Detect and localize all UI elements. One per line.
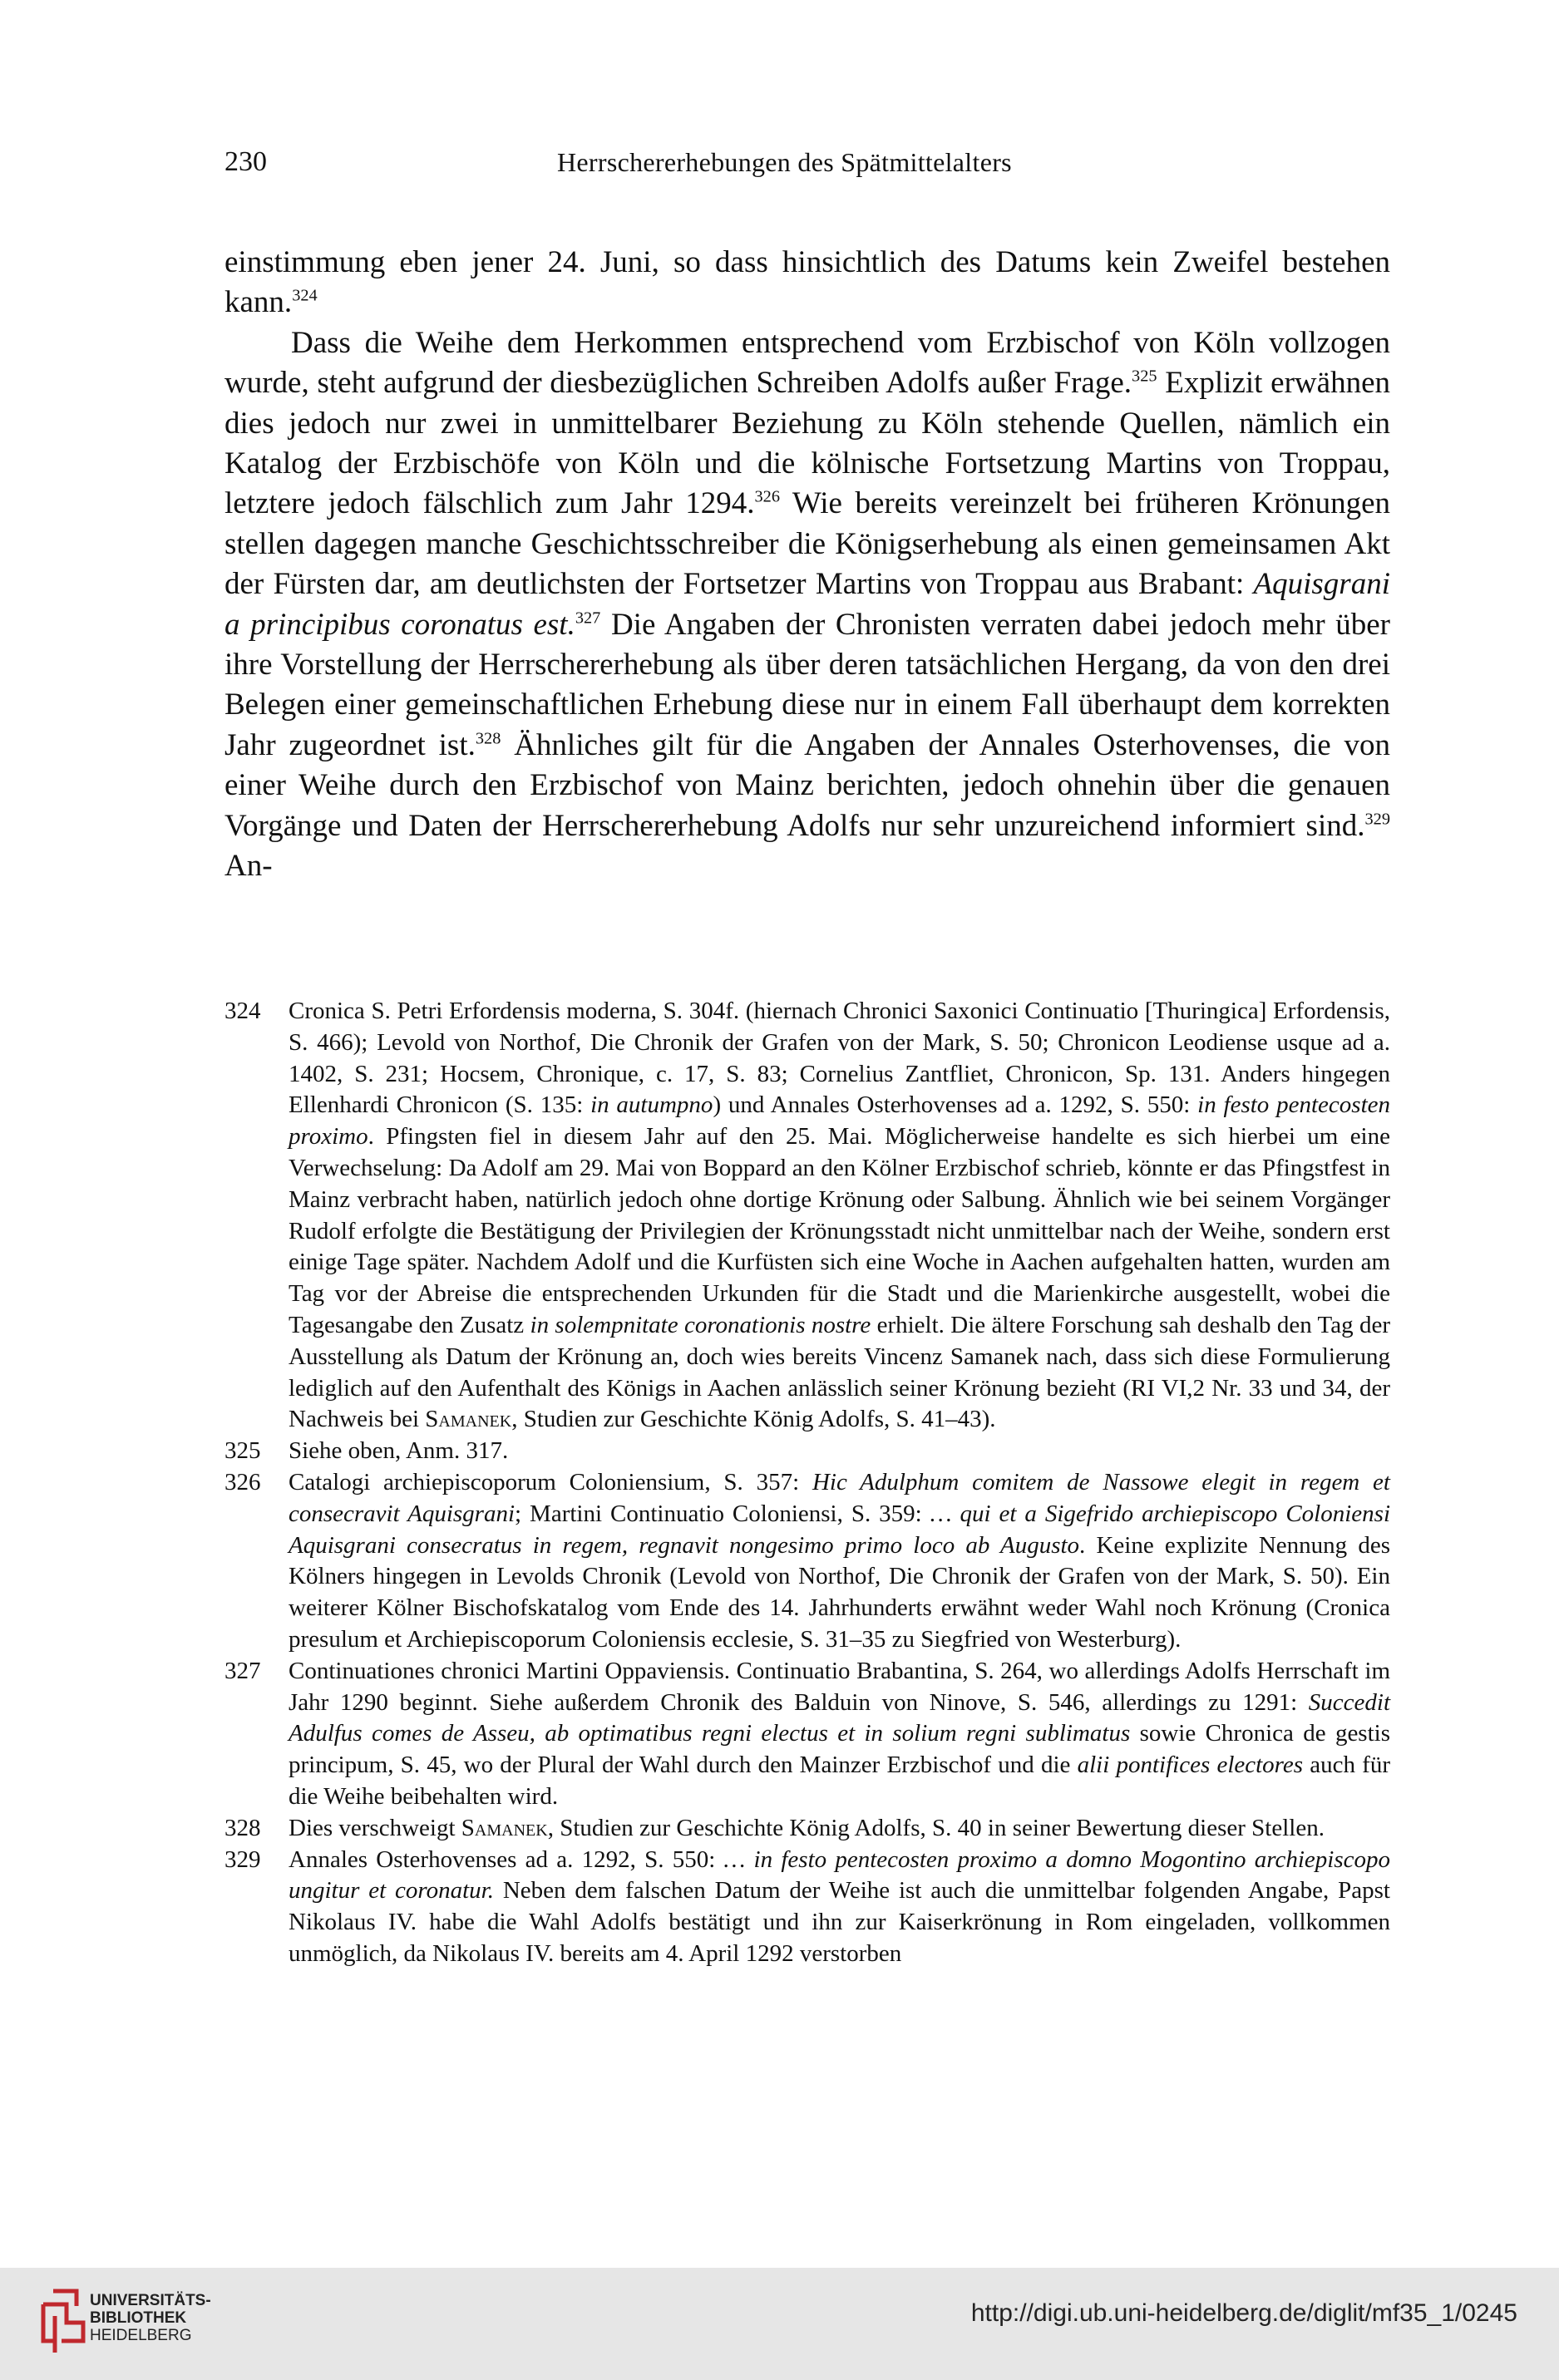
- footnote-text: sowie Chronica de gestis principum, S. 45, wo der Plural der Wahl durch den Mainzer Erzbischof und die: [289, 1720, 1390, 1779]
- footnote-325: [224, 1436, 1390, 1467]
- footnote-text: Cronica S. Petri Erfordensis moderna, S. 304f. (hiernach Chronici Saxonici Continuatio [Thuringica] Erfordensis, S. 466); Levold von Northof, Die Chronik der Grafen von der Mark, S. 50; Chronicon Leodiense usque ad a. 1402, S. 231; Hocsem, Chronique, c. 17, S. 83; Cornelius Zantfliet, Chronicon, Sp. 131. Anders hingegen Ellenhardi Chronicon (S. 135:: [289, 998, 1390, 1119]
- footnote-text: auch für die Weihe beibehalten wird.: [289, 1752, 1390, 1810]
- library-name-line: UNIVERSITÄTS-: [90, 2292, 211, 2309]
- footnote-text: Annales Osterhovenses ad a. 1292, S. 550:: [289, 1845, 724, 1873]
- footnote-quote: … qui et a Sigefrido archiepiscopo Coloniensi Aquisgrani consecratus in regem, regnavit nongesimo primo loco ab Augusto: [289, 1500, 1390, 1559]
- footnote-number: 329: [224, 1845, 261, 1873]
- footnote-number: 327: [224, 1657, 261, 1684]
- author-name: Samanek: [461, 1814, 548, 1841]
- footnote-text: Continuationes chronici Martini Oppaviensis. Continuatio Brabantina, S. 264, wo allerdings Adolfs Herrschaft im Jahr 1290 beginnt. Siehe außerdem Chronik des Balduin von Ninove, S. 546, allerdings zu 1291:: [289, 1657, 1390, 1716]
- library-logo-icon: [37, 2279, 93, 2356]
- footnote-number: 325: [224, 1437, 261, 1465]
- footnote-text: ) und Annales Osterhovenses ad a. 1292, S. 550:: [713, 1091, 1198, 1119]
- footnote-ref-324: 324: [292, 287, 318, 306]
- paragraph-2: [224, 323, 1390, 887]
- library-name: [90, 2292, 211, 2344]
- footnote-ref-328: 328: [475, 729, 501, 748]
- footnote-text: Siehe oben, Anm. 317.: [289, 1437, 509, 1465]
- footnote-number: 326: [224, 1468, 261, 1496]
- footnote-quote: Hic Adulphum comitem de Nassowe elegit in regem et consecravit Aquisgrani: [289, 1468, 1390, 1527]
- footnote-ref-327: 327: [575, 609, 601, 628]
- library-name-line: HEIDELBERG: [90, 2327, 192, 2344]
- footnote-quote: alii pontifices electores: [1077, 1752, 1304, 1779]
- footnote-326: [224, 1467, 1390, 1656]
- footnote-quote: Succedit Adulfus comes de Asseu, ab optimatibus regni electus et in solium regni sublimatus: [289, 1688, 1390, 1747]
- text-run: An-: [224, 849, 273, 884]
- footnote-quote: in solempnitate coronationis nostre: [530, 1311, 871, 1338]
- footnote-ref-329: 329: [1364, 810, 1390, 829]
- quotation: Aquisgrani a principibus coronatus est.: [224, 567, 1390, 642]
- footnote-324: [224, 996, 1390, 1436]
- footnote-ref-326: 326: [754, 488, 780, 507]
- footnote-text: ; Martini Continuatio Coloniensi, S. 359:: [515, 1500, 930, 1527]
- footnote-quote: in autumpno: [590, 1091, 713, 1119]
- footnotes: [224, 996, 1390, 1970]
- footnote-text: erhielt. Die ältere Forschung sah deshalb den Tag der Ausstellung als Datum der Krönung an, doch wies bereits Vincenz Samanek nach, dass sich diese Formulierung lediglich auf den Aufenthalt des Königs in Aachen anlässlich seiner Krönung bezieht (RI VI,2 Nr. 33 und 34, der Nachweis bei: [289, 1311, 1390, 1433]
- text-run: Dass die Weihe dem Herkommen entsprechend vom Erzbischof von Köln vollzogen wurde, steht aufgrund der diesbezüglichen Schreiben Adolfs außer Frage.: [224, 325, 1390, 401]
- main-text: [224, 243, 1390, 887]
- page-number: 230: [224, 146, 267, 177]
- author-name: Samanek: [425, 1406, 512, 1433]
- text-run: Explizit erwähnen dies jedoch nur zwei in unmittelbarer Beziehung zu Köln stehende Quellen, nämlich ein Katalog der Erzbischöfe von Köln und die kölnische Fortsetzung Martins von Troppau, letztere jedoch fälschlich zum Jahr 1294.: [224, 366, 1390, 521]
- library-name-line: BIBLIOTHEK: [90, 2309, 187, 2327]
- footnote-328: [224, 1813, 1390, 1845]
- running-title: Herrschererhebungen des Spätmittelalters: [557, 147, 1012, 177]
- footnote-quote: … in festo pentecosten proximo a domno Mogontino archiepiscopo ungitur et coronatur.: [289, 1845, 1390, 1904]
- page-header: [224, 141, 1389, 183]
- footnote-text: . Pfingsten fiel in diesem Jahr auf den 25. Mai. Möglicherweise handelte es sich hierbei um eine Verwechselung: Da Adolf am 29. Mai von Boppard an den Kölner Erzbischof schrieb, könnte er das Pfingstfest in Mainz verbracht haben, natürlich jedoch ohne dortige Krönung oder Salbung. Ähnlich wie bei seinem Vorgänger Rudolf erfolgte die Bestätigung der Privilegien der Krönungsstadt nicht unmittelbar nach der Weihe, sondern erst einige Tage später. Nachdem Adolf und die Kurfüsten sich eine Woche in Aachen aufgehalten hatten, wurden am Tag vor der Abreise die entsprechenden Urkunden für die Stadt und die Marienkirche ausgestellt, wobei die Tagesangabe den Zusatz: [289, 1123, 1390, 1338]
- text-run: Die Angaben der Chronisten verraten dabei jedoch mehr über ihre Vorstellung der Herrschererhebung als über deren tatsächlichen Hergang, da von den drei Belegen einer gemeinschaftlichen Erhebung diese nur in einem Fall überhaupt dem korrekten Jahr zugeordnet ist.: [224, 607, 1390, 762]
- footnote-329: [224, 1845, 1390, 1970]
- footnote-text: . Keine explizite Nennung des Kölners hingegen in Levolds Chronik (Levold von Northof, Die Chronik der Grafen von der Mark, S. 50). Ein weiterer Kölner Bischofskatalog vom Ende des 14. Jahrhunderts erwähnt weder Wahl noch Krönung (Cronica presulum et Archiepiscoporum Coloniensis ecclesie, S. 31–35 zu Siegfried von Westerburg).: [289, 1531, 1390, 1653]
- footnote-ref-325: 325: [1132, 367, 1157, 386]
- paragraph-1: [224, 243, 1390, 323]
- footnote-text: , Studien zur Geschichte König Adolfs, S. 40 in seiner Bewertung dieser Stellen.: [547, 1814, 1325, 1841]
- footnote-number: 328: [224, 1814, 261, 1841]
- footnote-text: , Studien zur Geschichte König Adolfs, S. 41–43).: [511, 1406, 996, 1433]
- source-url[interactable]: http://digi.ub.uni-heidelberg.de/diglit/mf35_1/0245: [970, 2299, 1517, 2327]
- text-run: Ähnliches gilt für die Angaben der Annales Osterhovenses, die von einer Weihe durch den Erzbischof von Mainz berichten, jedoch ohnehin über die genauen Vorgänge und Daten der Herrschererhebung Adolfs nur sehr unzureichend informiert sind.: [224, 727, 1390, 843]
- footnote-quote: in festo pentecosten proximo: [289, 1091, 1390, 1151]
- footnote-327: [224, 1656, 1390, 1813]
- footnote-text: Dies verschweigt: [289, 1814, 461, 1841]
- footnote-text: Neben dem falschen Datum der Weihe ist auch die unmittelbar folgenden Angabe, Papst Nikolaus IV. habe die Wahl Adolfs bestätigt und ihn zur Kaiserkrönung in Rom eingeladen, vollkommen unmöglich, da Nikolaus IV. bereits am 4. April 1292 verstorben: [289, 1877, 1390, 1967]
- text-run: Wie bereits vereinzelt bei früheren Krönungen stellen dagegen manche Geschichtsschreiber die Königserhebung als einen gemeinsamen Akt der Fürsten dar, am deutlichsten der Fortsetzer Martins von Troppau aus Brabant:: [224, 486, 1390, 602]
- footnote-number: 324: [224, 998, 261, 1024]
- text-run: einstimmung eben jener 24. Juni, so dass hinsichtlich des Datums kein Zweifel bestehen kann.: [224, 245, 1390, 320]
- footnote-text: Catalogi archiepiscoporum Coloniensium, S. 357:: [289, 1468, 812, 1496]
